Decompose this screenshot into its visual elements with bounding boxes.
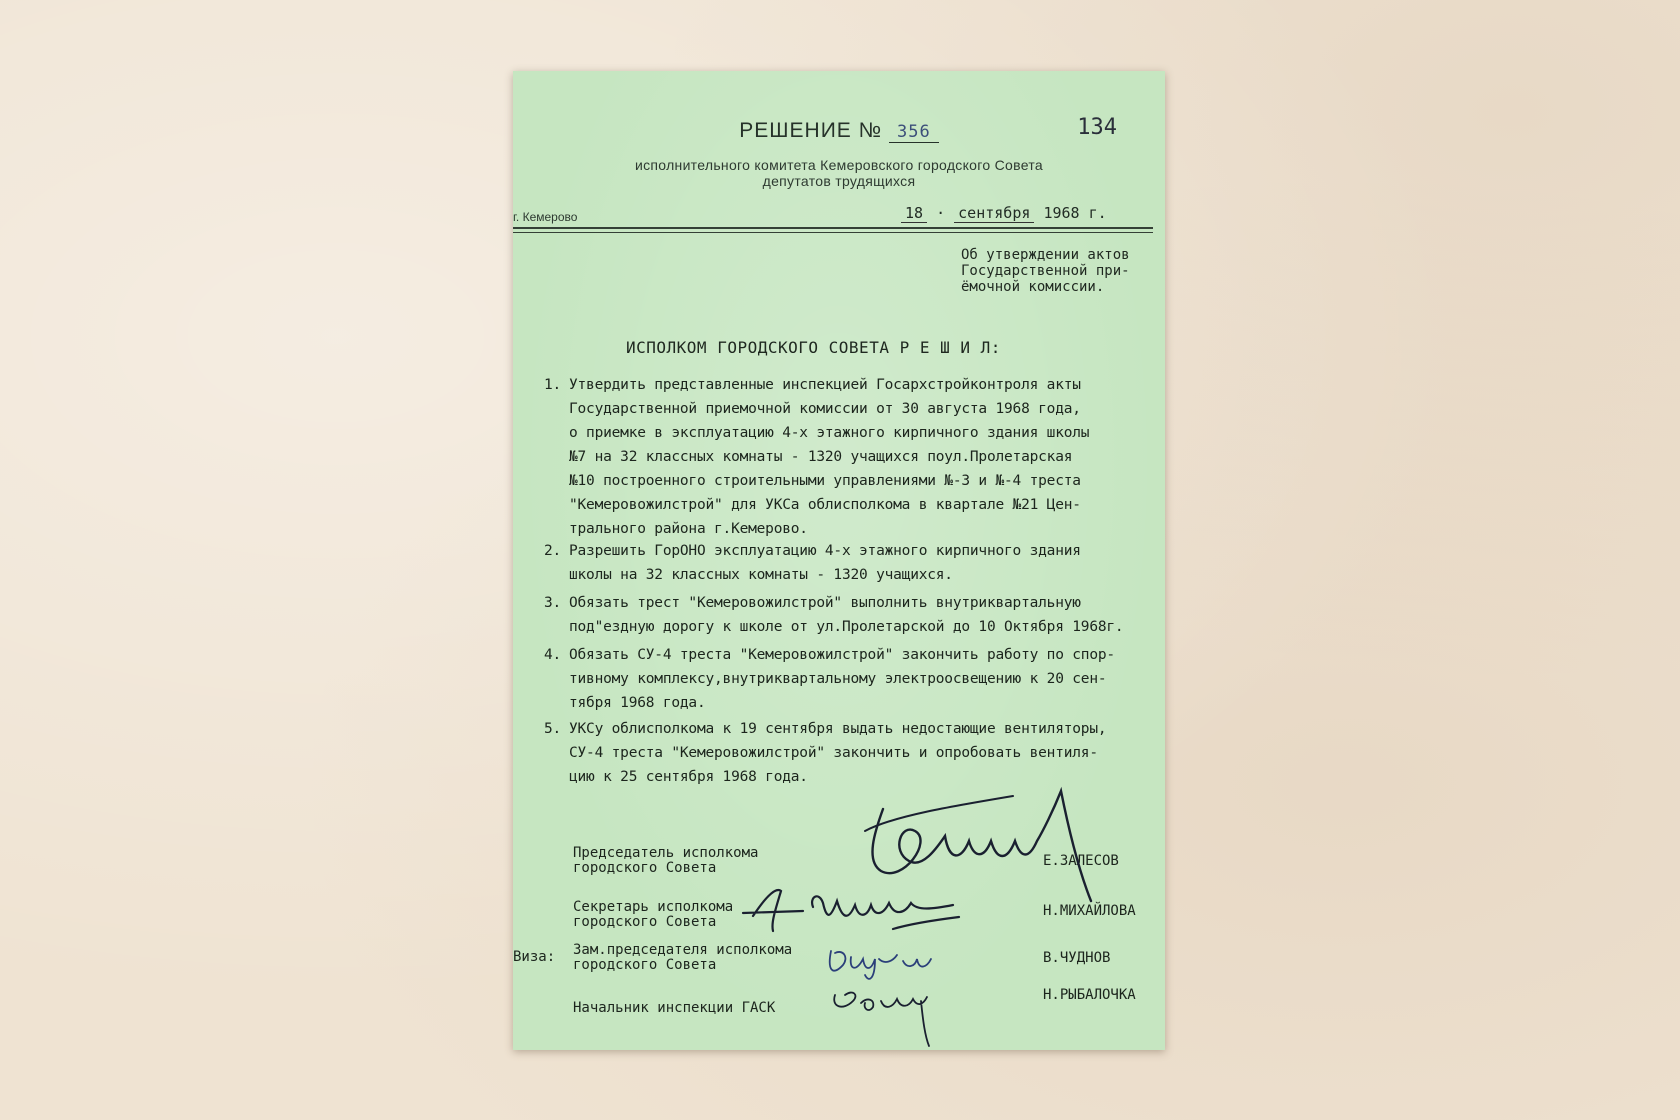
signatory-name: Н.МИХАЙЛОВА [1043,903,1136,919]
document-sheet [513,71,1165,1050]
decided-heading: ИСПОЛКОМ ГОРОДСКОГО СОВЕТА Р Е Ш И Л: [626,338,1001,357]
date-year: 1968 г. [1043,204,1107,222]
signature-mikhailova [743,890,959,931]
item-number: 1. [544,377,562,393]
signatory-title: Зам.председателя исполкома городского Совета [573,942,793,973]
decision-title: РЕШЕНИЕ № 356 [513,119,1165,143]
signatory-name: Е.ЗАЛЕСОВ [1043,853,1119,869]
viza-label: Виза: [513,949,556,965]
signatory-title: Секретарь исполкома городского Совета [573,899,734,930]
item-number: 2. [544,543,562,559]
city-label: г. Кемерово [513,210,578,224]
item-number: 3. [544,595,562,611]
document-date: 18 · сентября 1968 г. [901,204,1107,222]
item-text: Разрешить ГорОНО эксплуатацию 4-х этажного кирпичного здания школы на 32 классных комнаты - 1320 учащихся. [569,543,1081,583]
signature-rybalochka [834,993,929,1046]
date-day: 18 [901,204,927,223]
signatory-title: Председатель исполкома городского Совета [573,845,759,876]
item-number: 5. [544,721,562,737]
item-number: 4. [544,647,562,663]
sheet-number: 134 [1077,115,1117,140]
handwritten-signatures [513,71,1165,1050]
issuer-line-2: депутатов трудящихся [762,173,916,189]
decision-number: 356 [889,122,939,143]
signatory-name: В.ЧУДНОВ [1043,950,1111,966]
item-text: Утвердить представленные инспекцией Госархстройконтроля акты Государственной приемочной комиссии от 30 августа 1968 года, о приемке в эксплуатацию 4-х этажного кирпичного здания школы №7 на 32 классных комнаты - 1320 учащихся поул.Пролетарская №10 построенного строительными управлениями №-3 и №-4 треста "Кемеровожилстрой" для УКСа облисполкома в квартале №21 Цен- трального района г.Кемерово. [569,377,1090,537]
signatory-name: Н.РЫБАЛОЧКА [1043,987,1136,1003]
signature-chudnov [830,951,931,979]
item-text: Обязать СУ-4 треста "Кемеровожилстрой" закончить работу по спор- тивному комплексу,внутриквартальному электроосвещению к 20 сен- тября 1968 года. [569,647,1115,711]
date-month: сентября [954,204,1034,223]
document-subject: Об утверждении актов Государственной при- ёмочной комиссии. [961,247,1130,295]
item-text: УКСу облисполкома к 19 сентября выдать недостающие вентиляторы, СУ-4 треста "Кемеровожилстрой" закончить и опробовать вентиля- цию к 25 сентября 1968 года. [569,721,1107,785]
signatory-title: Начальник инспекции ГАСК [573,1000,776,1016]
issuer-line-1: исполнительного комитета Кемеровского городского Совета [634,157,1043,173]
signature-zalesov [872,791,1091,901]
item-text: Обязать трест "Кемеровожилстрой" выполнить внутриквартальную под"ездную дорогу к школе от ул.Пролетарской до 10 Октября 1968г. [569,595,1124,635]
